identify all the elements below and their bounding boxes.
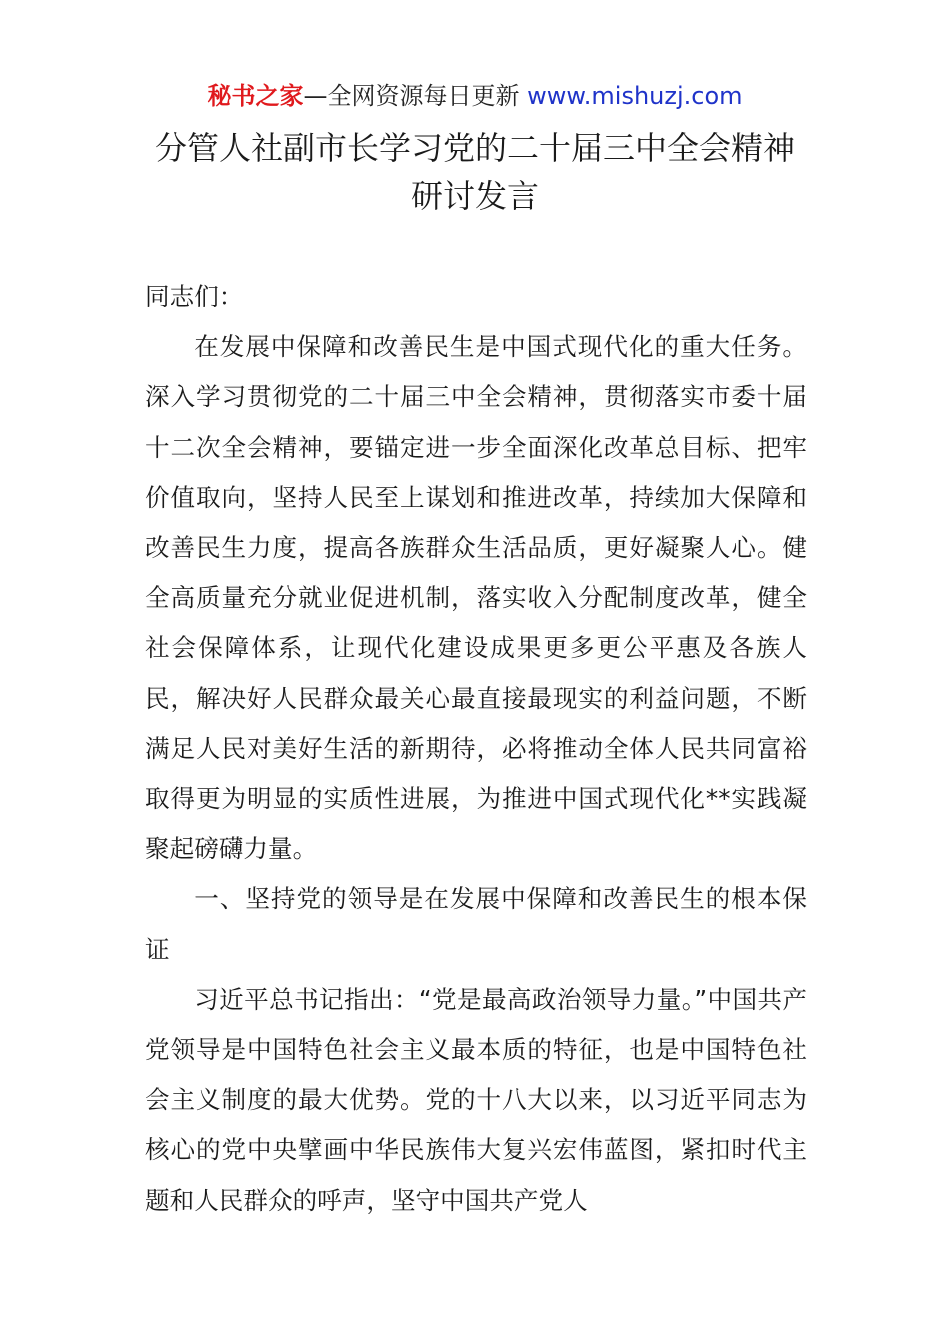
site-url-link[interactable]: www.mishuzj.com xyxy=(527,82,743,110)
header-tagline: —全网资源每日更新 xyxy=(303,82,528,110)
document-body xyxy=(145,272,807,1226)
title-line-1: 分管人社副市长学习党的二十届三中全会精神 xyxy=(154,129,795,167)
paragraph: 习近平总书记指出：“党是最高政治领导力量。”中国共产党领导是中国特色社会主义最本质的特征，也是中国特色社会主义制度的最大优势。党的十八大以来，以习近平同志为核心的党中央擘画中华民族伟大复兴宏伟蓝图，紧扣时代主题和人民群众的呼声，坚守中国共产党人 xyxy=(145,984,807,1215)
brand-name: 秘书之家 xyxy=(207,82,304,110)
site-header xyxy=(0,80,950,112)
document-title xyxy=(60,124,890,220)
section-heading: 一、坚持党的领导是在发展中保障和改善民生的根本保证 xyxy=(145,884,807,964)
title-line-2: 研讨发言 xyxy=(410,177,539,215)
salutation: 同志们： xyxy=(145,282,244,311)
paragraph: 在发展中保障和改善民生是中国式现代化的重大任务。深入学习贯彻党的二十届三中全会精神，贯彻落实市委十届十二次全会精神，要锚定进一步全面深化改革总目标、把牢价值取向，坚持人民至上谋划和推进改革，持续加大保障和改善民生力度，提高各族群众生活品质，更好凝聚人心。健全高质量充分就业促进机制，落实收入分配制度改革，健全社会保障体系，让现代化建设成果更多更公平惠及各族人民，解决好人民群众最关心最直接最现实的利益问题，不断满足人民对美好生活的新期待，必将推动全体人民共同富裕取得更为明显的实质性进展，为推进中国式现代化**实践凝聚起磅礴力量。 xyxy=(145,332,807,864)
